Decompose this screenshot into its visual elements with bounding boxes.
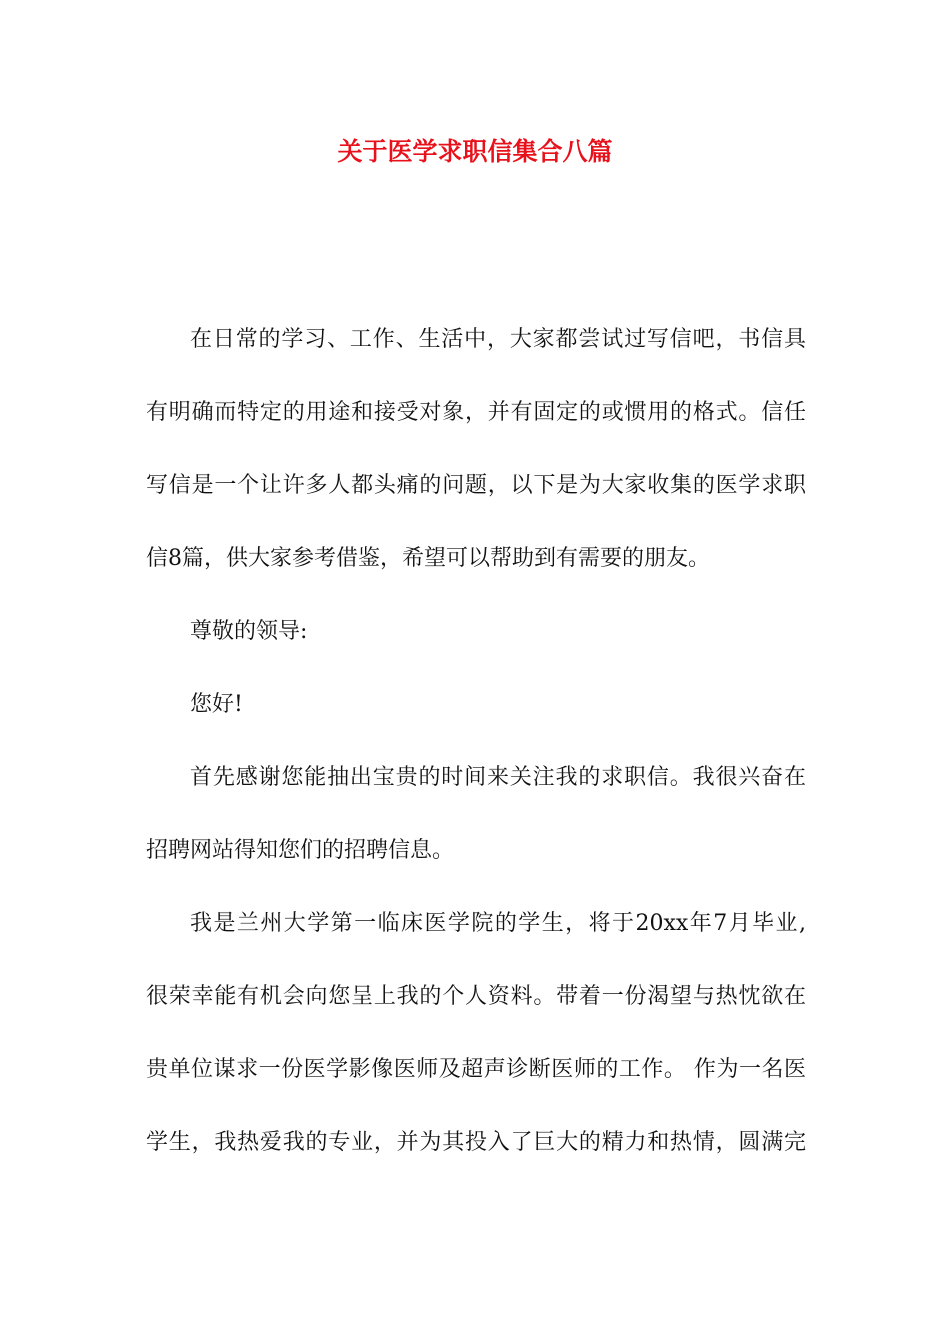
paragraph-line: 很荣幸能有机会向您呈上我的个人资料。带着一份渴望与热忱欲在 [146, 984, 806, 1009]
paragraph-line: 在日常的学习、工作、生活中，大家都尝试过写信吧，书信具 [190, 327, 806, 352]
salutation-line: 尊敬的领导: [190, 619, 308, 644]
paragraph-line: 招聘网站得知您们的招聘信息。 [146, 838, 455, 863]
greeting-line: 您好! [190, 692, 243, 717]
document-title: 关于医学求职信集合八篇 [337, 137, 613, 166]
paragraph-line: 写信是一个让许多人都头痛的问题，以下是为大家收集的医学求职 [146, 473, 806, 498]
paragraph-line: 首先感谢您能抽出宝贵的时间来关注我的求职信。我很兴奋在 [190, 765, 806, 790]
paragraph-line: 信8篇，供大家参考借鉴，希望可以帮助到有需要的朋友。 [146, 546, 710, 571]
paragraph-line: 我是兰州大学第一临床医学院的学生，将于20xx年7月毕业, [190, 911, 806, 936]
paragraph-line: 学生，我热爱我的专业，并为其投入了巨大的精力和热情，圆满完 [146, 1130, 806, 1155]
document-body [146, 322, 806, 1198]
paragraph-line: 贵单位谋求一份医学影像医师及超声诊断医师的工作。 作为一名医 [146, 1057, 806, 1082]
paragraph-line: 有明确而特定的用途和接受对象，并有固定的或惯用的格式。信任 [146, 400, 806, 425]
